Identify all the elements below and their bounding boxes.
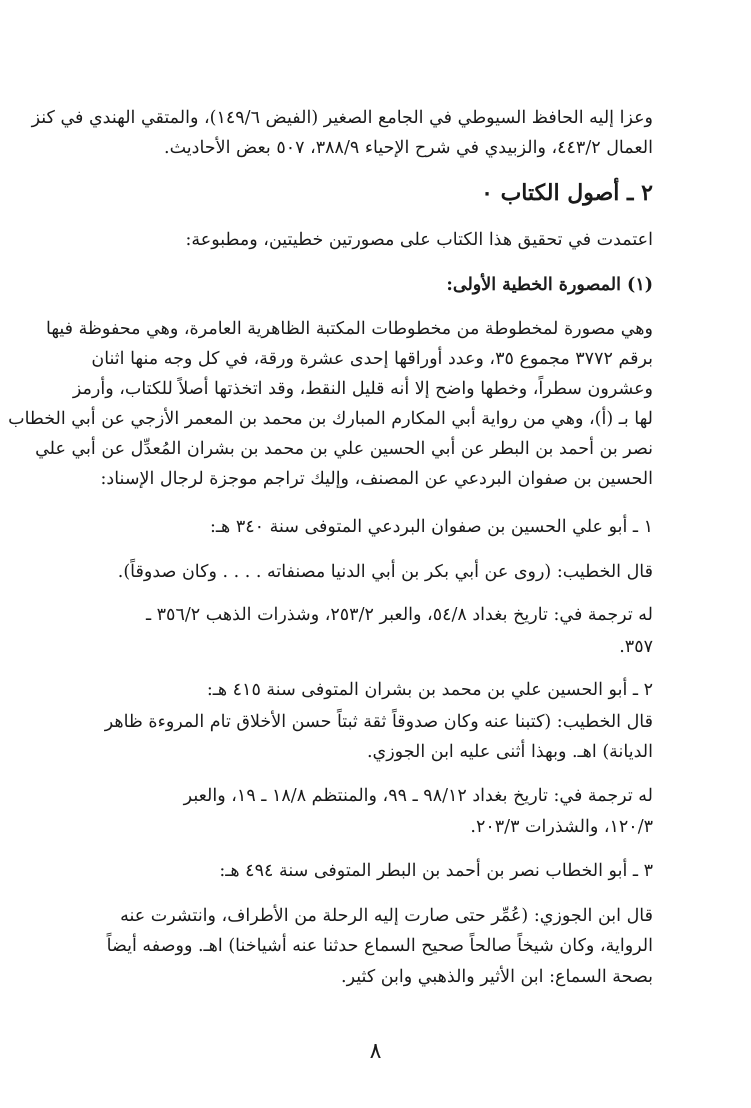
body-line: الديانة) اهـ. وبهذا أثنى عليه ابن الجوزي. bbox=[366, 742, 653, 762]
body-line: وعزا إليه الحافظ السيوطي في الجامع الصغير (الفيض ١٤٩/٦)، والمتقي الهندي في كنز bbox=[31, 108, 653, 128]
body-line: ١٢٠/٣، والشذرات ٢٠٣/٣. bbox=[470, 817, 653, 837]
body-line: نصر بن أحمد بن البطر عن أبي الحسين علي بن محمد بن بشران المُعدِّل عن أبي علي bbox=[35, 439, 653, 459]
body-line: بصحة السماع: ابن الأثير والذهبي وابن كثير. bbox=[341, 967, 653, 987]
body-line: العمال ٤٤٣/٢، والزبيدي في شرح الإحياء ٣٨٨/٩، ٥٠٧ بعض الأحاديث. bbox=[164, 138, 653, 158]
body-line: قال الخطيب: (روى عن أبي بكر بن أبي الدنيا مصنفاته . . . . وكان صدوقاً). bbox=[117, 562, 653, 582]
body-line: له ترجمة في: تاريخ بغداد ٩٨/١٢ ـ ٩٩، والمنتظم ١٨/٨ ـ ١٩، والعبر bbox=[183, 786, 653, 806]
narrator-heading: ١ ـ أبو علي الحسين بن صفوان البردعي المتوفى سنة ٣٤٠ هـ: bbox=[209, 517, 653, 537]
narrator-heading: ٣ ـ أبو الخطاب نصر بن أحمد بن البطر المتوفى سنة ٤٩٤ هـ: bbox=[219, 861, 653, 881]
narrator-heading: ٢ ـ أبو الحسين علي بن محمد بن بشران المتوفى سنة ٤١٥ هـ: bbox=[206, 680, 653, 700]
body-line: اعتمدت في تحقيق هذا الكتاب على مصورتين خطيتين، ومطبوعة: bbox=[185, 230, 653, 250]
body-line: الرواية، وكان شيخاً صالحاً صحيح السماع حدثنا عنه أشياخنا) اهـ. ووصفه أيضاً bbox=[106, 936, 653, 956]
body-line: قال ابن الجوزي: (عُمِّر حتى صارت إليه الرحلة من الأطراف، وانتشرت عنه bbox=[120, 906, 653, 926]
page-number: ٨ bbox=[369, 1039, 382, 1064]
subsection-heading: (١) المصورة الخطية الأولى: bbox=[446, 275, 653, 295]
body-line: الحسين بن صفوان البردعي عن المصنف، وإليك تراجم موجزة لرجال الإسناد: bbox=[100, 469, 653, 489]
body-line: لها بـ (أ)، وهي من رواية أبي المكارم المبارك بن محمد بن المعمر الأزجي عن أبي الخطاب bbox=[8, 409, 653, 429]
body-line: ٣٥٧. bbox=[619, 637, 653, 657]
section-heading: ٢ ـ أصول الكتاب ۰ bbox=[481, 180, 653, 206]
body-line: له ترجمة في: تاريخ بغداد ٥٤/٨، والعبر ٢٥٣/٢، وشذرات الذهب ٣٥٦/٢ ـ bbox=[145, 605, 653, 625]
body-line: برقم ٣٧٧٢ مجموع ٣٥، وعدد أوراقها إحدى عشرة ورقة، في كل وجه منها اثنان bbox=[91, 349, 653, 369]
body-line: قال الخطيب: (كتبنا عنه وكان صدوقاً ثقة ثبتاً حسن الأخلاق تام المروءة ظاهر bbox=[104, 712, 653, 732]
body-line: وعشرون سطراً، وخطها واضح إلا أنه قليل النقط، وقد اتخذتها أصلاً للكتاب، وأرمز bbox=[72, 379, 653, 399]
body-line: وهي مصورة لمخطوطة من مخطوطات المكتبة الظاهرية العامرة، وهي محفوظة فيها bbox=[46, 319, 653, 339]
